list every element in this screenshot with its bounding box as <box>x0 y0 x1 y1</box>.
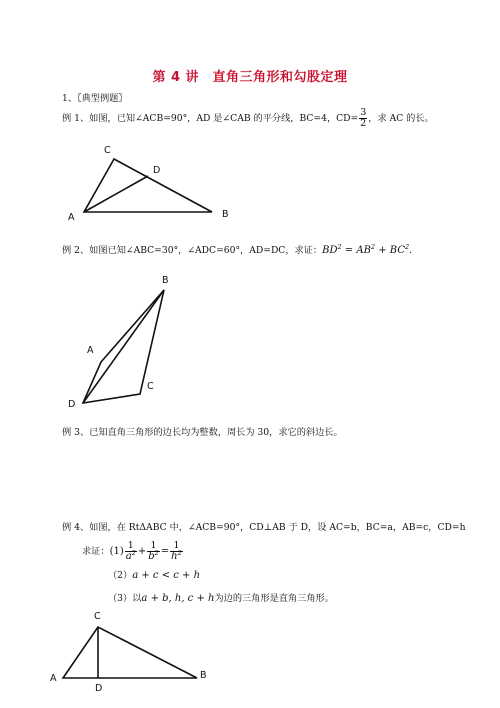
fraction-numerator: 1 <box>170 541 183 552</box>
figure-4-triangle-abc <box>63 627 197 678</box>
figure-4-label-d: D <box>95 683 103 694</box>
figure-1-label-b: B <box>222 209 229 220</box>
example-2-formula <box>322 245 409 256</box>
figure-1-triangle-abc <box>84 159 212 212</box>
figure-4-label-c: C <box>94 611 101 622</box>
part-2-prefix: （2） <box>108 570 133 581</box>
prove-label: 求证： <box>82 546 110 557</box>
figure-1-triangle <box>84 159 212 212</box>
formula-exponent: 2 <box>177 549 182 557</box>
example-1-text-a: 例 1、如图，已知∠ACB=90°，AD 是∠CAB 的平分线，BC=4，CD= <box>62 113 359 124</box>
part-3-prefix: （3）以 <box>108 593 142 604</box>
denominator-var: a <box>125 551 132 562</box>
formula-exponent: 2 <box>370 243 376 251</box>
part-3-formula: a + b, h, c + h <box>141 593 215 604</box>
figure-1-label-c: C <box>104 145 111 156</box>
fraction-numerator: 1 <box>125 541 137 552</box>
denominator-var: b <box>148 551 155 562</box>
formula-period: . <box>409 245 413 256</box>
example-4-part-3 <box>108 593 334 605</box>
part-1-prefix: (1) <box>109 546 124 557</box>
figure-4-label-a: A <box>50 673 57 684</box>
figure-2-label-b: B <box>162 275 169 286</box>
fraction-denominator <box>170 549 183 562</box>
formula-exponent: 2 <box>404 243 410 251</box>
fraction-denominator <box>125 549 137 562</box>
fraction-numerator: 3 <box>360 107 367 118</box>
figure-4-label-b: B <box>200 670 207 681</box>
example-1-text-b: ，求 AC 的长。 <box>368 113 434 124</box>
figure-2-label-d: D <box>68 399 76 410</box>
formula-exponent: 2 <box>154 549 159 557</box>
formula-exponent: 2 <box>337 243 342 251</box>
formula-exponent: 2 <box>131 549 136 557</box>
formula-bd: BD <box>322 245 338 256</box>
part-3-suffix: 为边的三角形是直角三角形。 <box>214 593 334 604</box>
example-4-part-2 <box>108 570 200 582</box>
fraction-denominator <box>147 549 160 562</box>
example-2-text <box>62 245 412 257</box>
fraction-1-over-h-squared <box>170 541 183 562</box>
formula-ab: = AB <box>341 245 371 256</box>
figure-2-label-c: C <box>147 381 154 392</box>
plus-sign: + <box>137 546 147 557</box>
fraction-numerator: 1 <box>147 541 160 552</box>
equals-sign: = <box>160 546 170 557</box>
formula-bc: + BC <box>375 245 405 256</box>
example-3-text: 例 3、已知直角三角形的边长均为整数，周长为 30，求它的斜边长。 <box>62 427 343 438</box>
part-2-formula: a + c < c + h <box>132 570 201 581</box>
fraction-1-over-b-squared <box>147 541 160 562</box>
figure-1-label-a: A <box>68 212 75 223</box>
figure-4-triangle <box>63 627 197 678</box>
example-4-text: 例 4、如图，在 RtΔABC 中，∠ACB=90°，CD⊥AB 于 D，设 AC=b，BC=a，AB=c，CD=h <box>62 522 466 533</box>
fraction-1-over-a-squared <box>125 541 137 562</box>
figure-2-label-a: A <box>87 345 94 356</box>
section-heading: 1、〖典型例题〗 <box>62 93 128 104</box>
example-4-proof-line-1 <box>82 541 184 563</box>
example-2-text-a: 例 2、如图已知∠ABC=30°，∠ADC=60°，AD=DC，求证： <box>62 245 323 256</box>
fraction-denominator: 2 <box>360 118 367 129</box>
page-title: 第 4 讲 直角三角形和勾股定理 <box>152 70 348 85</box>
figure-1-label-d: D <box>153 165 161 176</box>
denominator-var: h <box>171 551 178 562</box>
